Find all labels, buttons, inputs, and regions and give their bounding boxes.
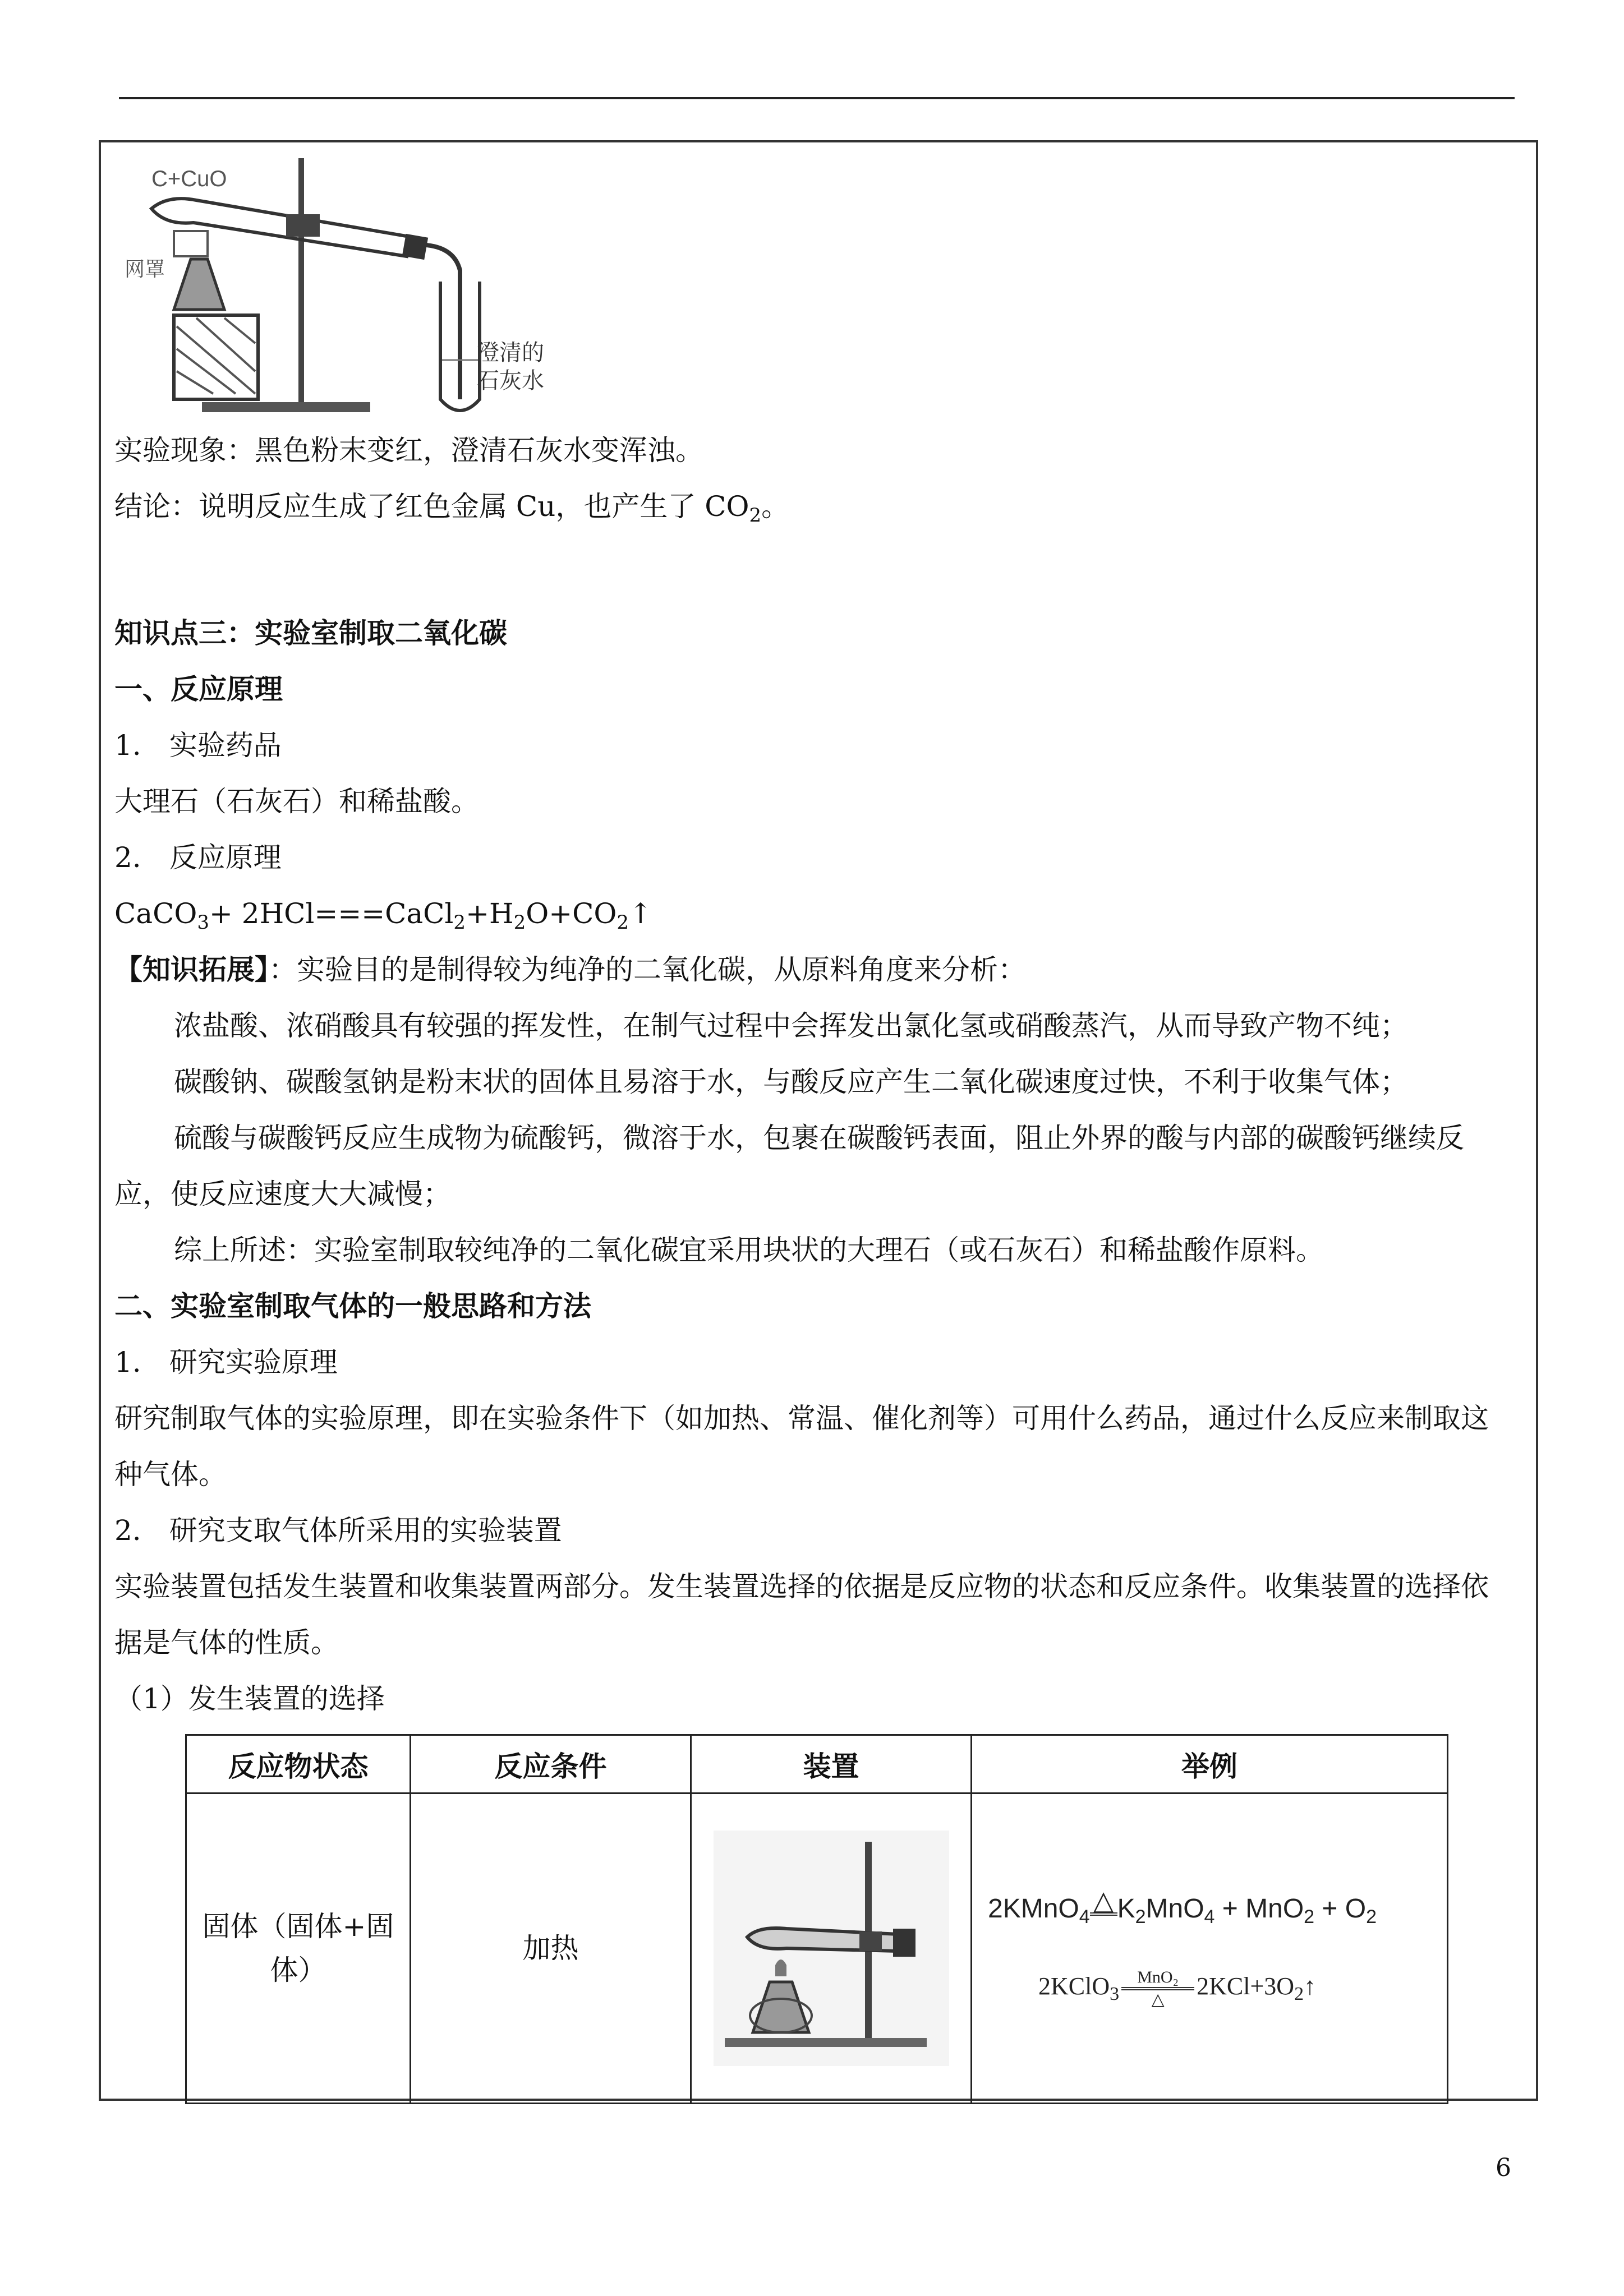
- table-cell-state: 固体（固体+固 体）: [185, 1792, 411, 2104]
- heating-apparatus-figure: [714, 1831, 949, 2066]
- section-2-item-2: 2. 研究支取气体所采用的实验装置: [114, 1514, 562, 1547]
- section-2-item-2-text-b: 据是气体的性质。: [114, 1626, 339, 1659]
- section-2-item-1-text-a: 研究制取气体的实验原理，即在实验条件下（如加热、常温、催化剂等）可用什么药品，通过什么反应来制取这: [114, 1402, 1489, 1435]
- header-rule: [119, 97, 1515, 99]
- reaction-equation: CaCO$_3$+ $2HCl===CaCl_2+H_2O+CO_2↑$: [114, 897, 652, 934]
- equation-kmno4: 2KMnO$_4$△ $K_2MnO_4 + MnO_2 + O_2$: [988, 1886, 1377, 1928]
- apparatus-figure-c-cuo: [118, 147, 578, 427]
- section-1-item-1: 1. 实验药品: [114, 729, 282, 762]
- knowledge-point-3-title: 知识点三：实验室制取二氧化碳: [114, 616, 507, 649]
- paragraph-sulfuric-acid-b: 应，使反应速度大大减慢；: [114, 1178, 451, 1210]
- label-limewater-1: 澄清的: [477, 340, 544, 366]
- section-2-item-1-text-b: 种气体。: [114, 1458, 227, 1491]
- section-1-title: 一、反应原理: [114, 672, 283, 706]
- section-1-item-1-text: 大理石（石灰石）和稀盐酸。: [114, 785, 479, 818]
- section-2-item-2-text-a: 实验装置包括发生装置和收集装置两部分。发生装置选择的依据是反应物的状态和反应条件。收集装置的选择依: [114, 1570, 1489, 1603]
- paragraph-carbonates: 碳酸钠、碳酸氢钠是粉末状的固体且易溶于水，与酸反应产生二氧化碳速度过快，不利于收集气体；: [174, 1066, 1408, 1098]
- paragraph-volatile-acids: 浓盐酸、浓硝酸具有较强的挥发性，在制气过程中会挥发出氯化氢或硝酸蒸汽，从而导致产物不纯；: [174, 1009, 1408, 1042]
- table-header-apparatus: 装置: [690, 1734, 972, 1794]
- generator-selection-table: [185, 1734, 1448, 2104]
- table-header-condition: 反应条件: [410, 1734, 692, 1794]
- table-cell-apparatus: [690, 1792, 972, 2104]
- paragraph-summary: 综上所述：实验室制取较纯净的二氧化碳宜采用块状的大理石（或石灰石）和稀盐酸作原料。: [174, 1234, 1324, 1266]
- label-mesh: 网罩: [125, 258, 165, 281]
- table-cell-condition: 加热: [410, 1792, 692, 2104]
- label-reactants: C+CuO: [151, 167, 227, 191]
- section-2-title: 二、实验室制取气体的一般思路和方法: [114, 1289, 591, 1322]
- conclusion-text: 结论：说明反应生成了红色金属 Cu，也产生了 $CO_2$。: [114, 490, 790, 527]
- section-2-sub-1: （1）发生装置的选择: [114, 1682, 385, 1715]
- equation-kclo3: 2KClO$_3$ MnO₂ △ $2KCl+3O_2↑$: [1038, 1967, 1317, 2009]
- page-number: 6: [1496, 2154, 1511, 2182]
- section-2-item-1: 1. 研究实验原理: [114, 1346, 338, 1378]
- paragraph-sulfuric-acid-a: 硫酸与碳酸钙反应生成物为硫酸钙，微溶于水，包裹在碳酸钙表面，阻止外界的酸与内部的碳酸钙继续反: [174, 1122, 1464, 1154]
- table-header-example: 举例: [970, 1734, 1448, 1794]
- table-header-state: 反应物状态: [185, 1734, 411, 1794]
- phenomenon-text: 实验现象：黑色粉末变红，澄清石灰水变浑浊。: [114, 434, 703, 467]
- knowledge-extension: 【知识拓展】：实验目的是制得较为纯净的二氧化碳，从原料角度来分析：: [114, 953, 1026, 986]
- section-1-item-2: 2. 反应原理: [114, 841, 282, 874]
- table-cell-example: [970, 1792, 1448, 2104]
- label-limewater-2: 石灰水: [477, 368, 544, 394]
